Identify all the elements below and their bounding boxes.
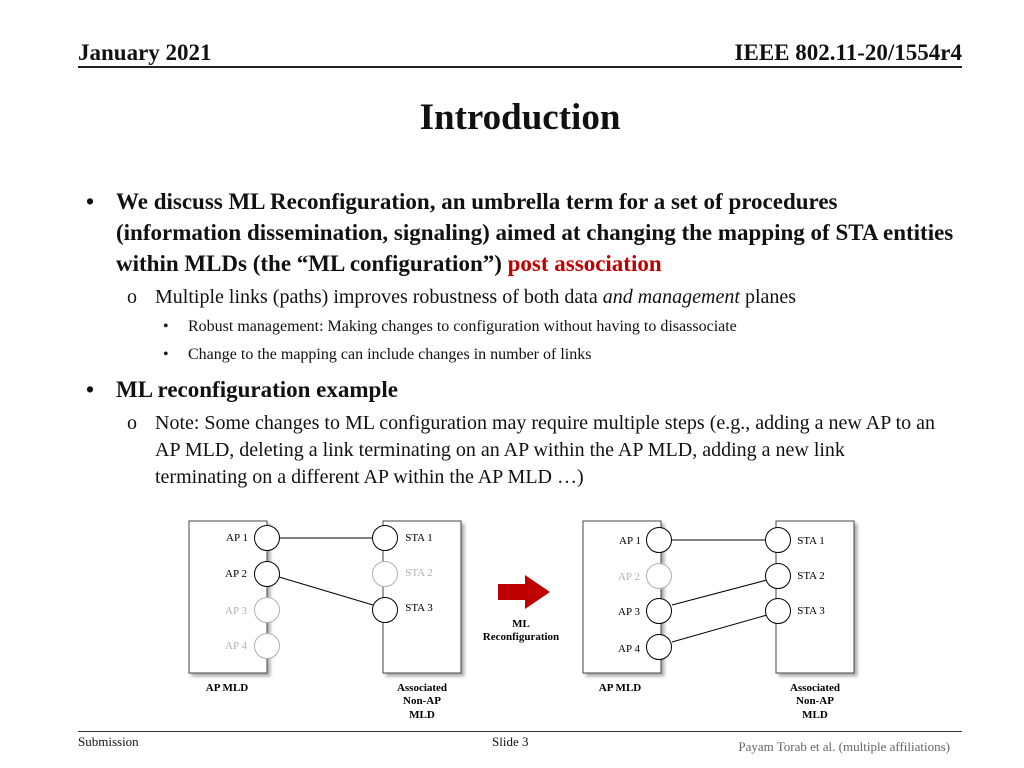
footer-slide-number: Slide 3 xyxy=(492,734,529,749)
right-link-ap3-sta2 xyxy=(672,580,767,605)
right-sta1-node xyxy=(766,528,791,553)
bullet-highlight: post association xyxy=(507,251,662,276)
slide-title: Introduction xyxy=(419,97,621,138)
right-sta-caption-line2: Non-AP xyxy=(796,695,834,707)
footer-divider xyxy=(78,731,962,732)
left-ap4-node xyxy=(255,634,280,659)
right-ap1-label: AP 1 xyxy=(619,535,641,547)
left-link-ap2-sta3 xyxy=(279,577,373,605)
sub-sub-bullet-text: Change to the mapping can include changes in number of links xyxy=(188,346,592,363)
right-sta-caption-line1: Associated xyxy=(789,682,841,694)
right-sta1-label: STA 1 xyxy=(797,535,825,547)
right-ap2-node xyxy=(647,564,672,589)
right-link-ap4-sta3 xyxy=(672,615,767,642)
left-sta1-label: STA 1 xyxy=(405,532,433,544)
arrow-label-line1: ML xyxy=(512,618,530,630)
right-sta3-node xyxy=(766,599,791,624)
bullet-text: ML reconfiguration example xyxy=(116,377,398,402)
footer-submission: Submission xyxy=(78,734,139,749)
right-ap3-node xyxy=(647,599,672,624)
sub-sub-bullet-dot: • xyxy=(163,346,169,363)
left-sta1-node xyxy=(373,526,398,551)
right-sta2-label: STA 2 xyxy=(797,570,825,582)
bullet-text: We discuss ML Reconfiguration, an umbrella term for a set of procedures (information dissemination, signaling) aimed at changing the mapping of STA entities within MLDs (the “ML configuration”) xyxy=(116,189,954,276)
left-ap1-label: AP 1 xyxy=(226,532,248,544)
left-ap4-label: AP 4 xyxy=(225,640,247,652)
sub-bullet-text-end: planes xyxy=(739,286,797,308)
right-sta3-label: STA 3 xyxy=(797,605,825,617)
right-ap4-label: AP 4 xyxy=(618,643,640,655)
left-ap2-node xyxy=(255,562,280,587)
reconfiguration-arrow-icon xyxy=(498,575,550,609)
right-sta2-node xyxy=(766,564,791,589)
left-ap2-label: AP 2 xyxy=(225,568,247,580)
left-sta3-node xyxy=(373,598,398,623)
left-sta2-label: STA 2 xyxy=(405,567,433,579)
left-sta2-node xyxy=(373,562,398,587)
arrow-label-line2: Reconfiguration xyxy=(482,631,560,643)
sub-bullet-text: Note: Some changes to ML configuration may require multiple steps (e.g., adding a new AP to an AP MLD, deleting a link terminating on an AP within the AP MLD, adding a new link terminating on a different AP within the AP MLD …) xyxy=(155,412,936,488)
right-ap3-label: AP 3 xyxy=(618,606,640,618)
left-sta3-label: STA 3 xyxy=(405,602,433,614)
sub-sub-bullet-dot: • xyxy=(163,318,169,335)
right-ap1-node xyxy=(647,528,672,553)
left-ap1-node xyxy=(255,526,280,551)
left-ap3-node xyxy=(255,598,280,623)
sub-bullet-marker: o xyxy=(127,286,137,308)
right-ap2-label: AP 2 xyxy=(618,571,640,583)
sub-bullet-emphasis: and management xyxy=(602,286,740,308)
header-date: January 2021 xyxy=(78,40,212,65)
footer-authors: Payam Torab et al. (multiple affiliations) xyxy=(738,739,950,754)
sub-bullet-marker: o xyxy=(127,412,137,434)
right-ap4-node xyxy=(647,635,672,660)
bullet-dot: • xyxy=(86,377,95,402)
bullet-dot: • xyxy=(86,189,95,214)
left-ap3-label: AP 3 xyxy=(225,605,247,617)
sub-sub-bullet-text: Robust management: Making changes to configuration without having to disassociate xyxy=(188,318,737,335)
right-sta-caption-line3: MLD xyxy=(802,709,828,721)
header-doc-id: IEEE 802.11-20/1554r4 xyxy=(734,40,962,65)
left-ap-mld-caption: AP MLD xyxy=(205,682,249,694)
left-sta-caption-line1: Associated xyxy=(396,682,448,694)
right-ap-mld-caption: AP MLD xyxy=(598,682,642,694)
left-sta-caption-line2: Non-AP xyxy=(403,695,441,707)
left-sta-caption-line3: MLD xyxy=(409,709,435,721)
sub-bullet-text: Multiple links (paths) improves robustness of both data xyxy=(155,286,603,308)
